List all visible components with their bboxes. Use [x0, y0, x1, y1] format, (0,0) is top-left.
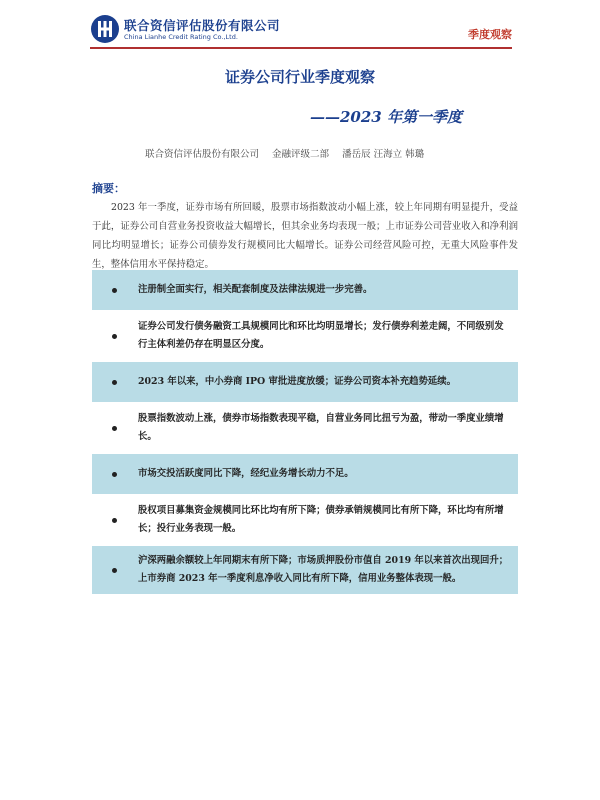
summary-paragraph: 2023 年一季度，证券市场有所回暖，股票市场指数波动小幅上涨，较上年同期有明显提升，受益于此，证券公司自营业务投资收益大幅增长，但其余业务均表现一般；上市证券公司营业收入和净利润同比均明显增长；证券公司债券发行规模同比大幅增长。证券公司经营风险可控，无重大风险事件发生，整体信用水平保持稳定。: [92, 202, 518, 270]
bullet-icon: [112, 380, 117, 385]
bullet-icon: [112, 334, 117, 339]
author-names: 潘岳辰 汪海立 韩璐: [342, 149, 425, 160]
key-point-item: [92, 546, 518, 594]
author-line: [145, 146, 434, 160]
lianhe-logo-icon: [90, 14, 120, 44]
key-point-item: [92, 402, 518, 454]
bullet-icon: [112, 426, 117, 431]
page-title: 证券公司行业季度观察: [224, 68, 375, 86]
key-point-text: 股票指数波动上涨，债券市场指数表现平稳，自营业务同比扭亏为盈，带动一季度业绩增长。: [138, 413, 504, 442]
author-org: 联合资信评估股份有限公司: [145, 149, 260, 160]
page-header: [90, 14, 512, 46]
key-point-text: 2023 年以来，中小券商 IPO 审批进度放缓；证券公司资本补充趋势延续。: [138, 376, 456, 387]
company-name-cn: 联合资信评估股份有限公司: [124, 18, 281, 33]
key-point-item: [92, 362, 518, 402]
bullet-icon: [112, 472, 117, 477]
key-point-text: 注册制全面实行，相关配套制度及法律法规进一步完善。: [138, 284, 373, 295]
key-point-text: 沪深两融余额较上年同期末有所下降；市场质押股份市值自 2019 年以来首次出现回升；上市券商 2023 年一季度利息净收入同比有所下降，信用业务整体表现一般。: [138, 555, 509, 584]
header-divider: [90, 47, 512, 49]
key-point-item: [92, 454, 518, 494]
bullet-icon: [112, 518, 117, 523]
key-point-item: [92, 494, 518, 546]
key-point-item: [92, 270, 518, 310]
key-points-list: [92, 270, 518, 594]
bullet-icon: [112, 568, 117, 573]
author-dept: 金融评级二部: [272, 149, 330, 160]
bullet-icon: [112, 288, 117, 293]
key-point-text: 市场交投活跃度同比下降，经纪业务增长动力不足。: [138, 468, 354, 479]
key-point-text: 证券公司发行债务融资工具规模同比和环比均明显增长；发行债券利差走阔，不同级别发行主体利差仍存在明显区分度。: [138, 321, 504, 350]
summary-label: 摘要：: [92, 182, 125, 195]
report-type-tag: 季度观察: [468, 28, 512, 41]
page-subtitle: ——2023 年第一季度: [310, 108, 462, 126]
company-name-en: China Lianhe Credit Rating Co.,Ltd.: [124, 33, 238, 41]
key-point-text: 股权项目募集资金规模同比环比均有所下降；债券承销规模同比有所下降，环比均有所增长；投行业务表现一般。: [138, 505, 504, 534]
key-point-item: [92, 310, 518, 362]
